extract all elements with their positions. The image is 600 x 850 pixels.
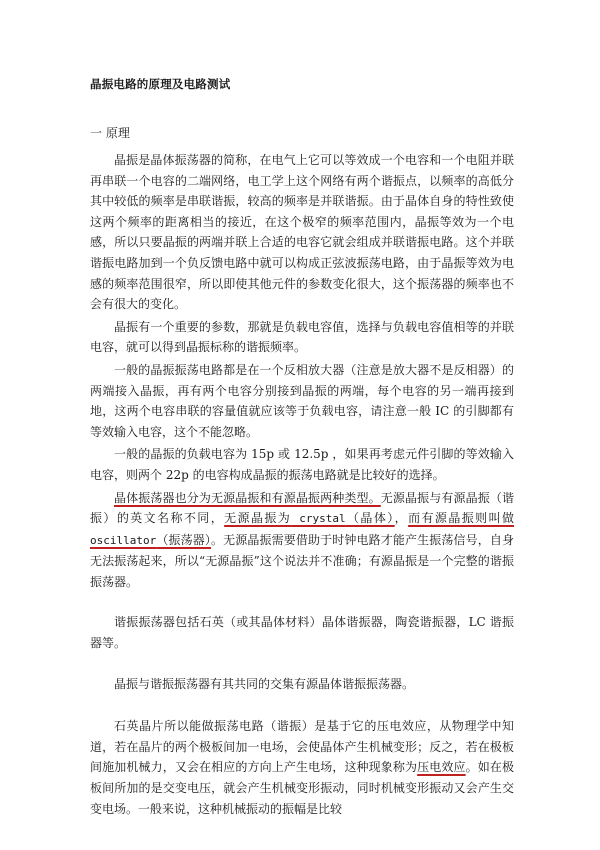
- text-span: 无源晶振为: [224, 511, 292, 526]
- text-span: 石英晶片所以能做振荡电路（谐振）是基于它的压电效应，从物理学中知道，若在晶片的两个极板间加一电场，会使晶体产生机械变形；反之，若在极板间施加机械力，又会在相应的方向上产生电场，这种现象称为: [90, 719, 514, 775]
- underlined-text: 压电效应: [417, 760, 466, 775]
- text-span: ，: [394, 511, 409, 526]
- text-span: 无源晶振与有源晶振（谐振）的英文名称不同，: [90, 490, 514, 526]
- paragraph-1: 晶振是晶体振荡器的简称，在电气上它可以等效成一个电容和一个电阻并联再串联一个电容的二端网络，电工学上这个网络有两个谐振点，以频率的高低分其中较低的频率是串联谐振，较高的频率是并联谐振。由于晶体自身的特性致使这两个频率的距离相当的接近，在这个极窄的频率范围内，晶振等效为一个电感，所以只要晶振的两端并联上合适的电容它就会组成并联谐振电路。这个并联谐振电路加到一个负反馈电路中就可以构成正弦波振荡电路，由于晶振等效为电感的频率范围很窄，所以即使其他元件的参数变化很大，这个振荡器的频率也不会有很大的变化。: [90, 153, 514, 312]
- paragraph-7: 晶振与谐振振荡器有其共同的交集有源晶体谐振振荡器。: [114, 676, 415, 691]
- paragraph-8: [90, 716, 514, 819]
- text-span: 而有源晶振则叫做: [408, 511, 514, 526]
- underlined-text: [224, 511, 395, 525]
- paragraph-2: 晶振有一个重要的参数，那就是负载电容值，选择与负载电容值相等的并联电容，就可以得到晶振标称的谐振频率。: [90, 319, 514, 355]
- text-span: （振荡器）: [156, 532, 211, 547]
- paragraph-4: 一般的晶振的负载电容为 15p 或 12.5p ，如果再考虑元件引脚的等效输入电容，则两个 22p 的电容构成晶振的振荡电路就是比较好的选择。: [90, 447, 514, 482]
- paragraph-3: 一般的晶振振荡电路都是在一个反相放大器（注意是放大器不是反相器）的两端接入晶振，再有两个电容分别接到晶振的两端，每个电容的另一端再接到地，这两个电容串联的容量值就应该等于负载电容，请注意一般 IC 的引脚都有等效输入电容，这个不能忽略。: [90, 362, 514, 439]
- text-span: （晶体）: [345, 511, 395, 526]
- paragraph-6: 谐振振荡器包括石英（或其晶体材料）晶体谐振器，陶瓷谐振器，LC 谐振器等。: [90, 615, 514, 651]
- document-body: [90, 150, 514, 821]
- paragraph-5: [90, 488, 514, 593]
- document-title: 晶振电路的原理及电路测试: [90, 77, 231, 91]
- text-span: oscillator: [90, 533, 157, 547]
- section-heading: 一 原理: [90, 126, 130, 140]
- text-span: crystal: [291, 512, 346, 526]
- text-span: 。无源晶振需要借助于时钟电路才能产生振荡信号，自身无法振荡起来，所以“无源晶振”这个说法并不准确；有源晶振是一个完整的谐振振荡器。: [90, 532, 514, 589]
- underlined-text: 晶体振荡器也分为无源晶振和有源晶振两种类型。: [114, 490, 381, 505]
- text-span: 。如在极板间所加的是交变电压，就会产生机械变形振动，同时机械变形振动又会产生交变电场。一般来说，这种机械振动的振幅是比较: [90, 760, 514, 816]
